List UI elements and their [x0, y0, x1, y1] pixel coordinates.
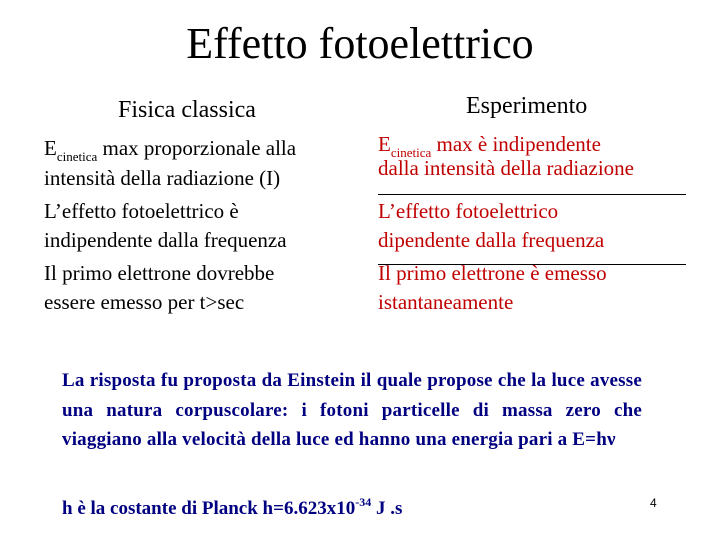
right-row2-line1: L’effetto fotoelettrico — [378, 199, 559, 223]
right-row-divider-1 — [378, 194, 686, 195]
right-column-heading: Esperimento — [466, 93, 588, 119]
right-row1-rest: max è indipendente — [431, 132, 601, 156]
page-number: 4 — [650, 496, 657, 510]
left-row3-line1: Il primo elettrone dovrebbe — [44, 261, 275, 285]
right-row2-line2: dipendente dalla frequenza — [378, 228, 605, 252]
planck-constant-line — [62, 496, 402, 523]
left-row3-line2: essere emesso per t>sec — [44, 290, 245, 314]
left-column-heading: Fisica classica — [118, 97, 256, 123]
left-row1-subscript: cinetica — [56, 149, 98, 164]
planck-exponent: -34 — [355, 495, 372, 509]
right-row1-symbol: E — [378, 132, 391, 156]
planck-text: h è la costante di Planck h=6.623x10 — [62, 498, 356, 519]
right-row1-line2: dalla intensità della radiazione — [378, 156, 634, 180]
slide-title: Effetto fotoelettrico — [186, 19, 534, 68]
left-row1-symbol: E — [44, 136, 57, 160]
right-row3-line2: istantaneamente — [378, 290, 514, 314]
left-row1-line1 — [44, 134, 296, 165]
right-row3-line1: Il primo elettrone è emesso — [378, 261, 607, 285]
einstein-explanation: La risposta fu proposta da Einstein il quale propose che la luce avesse una natura corpuscolare: i fotoni particelle di massa zero che viaggiano alla velocità della luce ed hanno una energia pari a E=hν — [62, 370, 642, 450]
planck-unit: J .s — [371, 498, 403, 519]
right-row1-subscript: cinetica — [390, 145, 432, 160]
left-row1-line2: intensità della radiazione (I) — [44, 166, 281, 190]
left-row2-line1: L’effetto fotoelettrico è — [44, 199, 239, 223]
left-row2-line2: indipendente dalla frequenza — [44, 228, 287, 252]
left-row1-rest: max proporzionale alla — [97, 136, 297, 160]
